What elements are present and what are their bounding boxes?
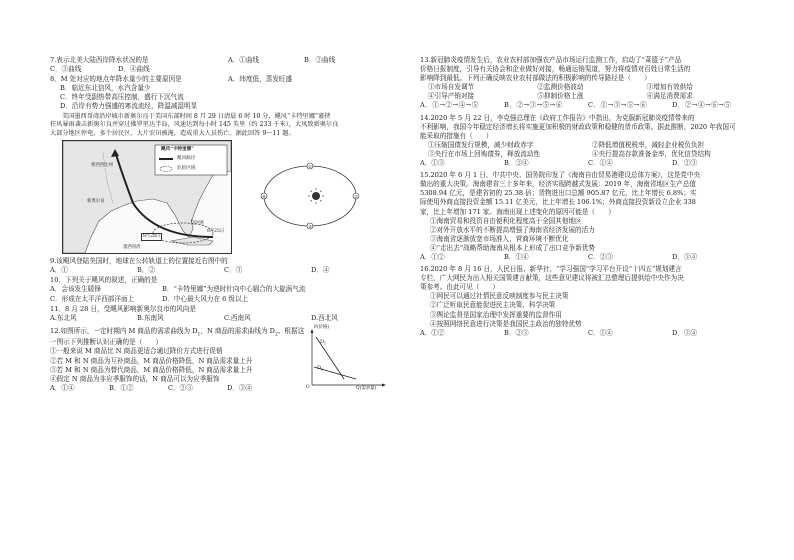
label-aug25: 8月25日 [207, 229, 225, 235]
q8-option-d: D．沿岸有势力强盛的寒流流经，降温减湿明显 [60, 102, 198, 111]
q16-option-a: A．①② [420, 328, 445, 337]
label-mississippi: 密西西比州 [91, 163, 113, 169]
question-11 [50, 305, 398, 323]
curve-d2-label: D [317, 364, 322, 371]
q10-option-d: D．中心最大风力在 6 级以上 [162, 294, 249, 303]
q13-items-row-1 [420, 83, 756, 92]
label-miami: 迈阿密 [191, 221, 205, 227]
passage-hurricane [50, 113, 398, 139]
q14-item-3: ③央行在市场上回购债券，释放流动性 [428, 149, 541, 158]
label-aug28: 8月28日 [141, 233, 162, 241]
q16-item-2: ②广泛听取民意能促进民主决策、科学决策 [430, 301, 556, 310]
q10-option-b: B．“卡特里娜”为逆时针向中心辐合的大旋涡气流 [162, 285, 306, 294]
question-12 [50, 324, 398, 393]
question-16 [420, 265, 756, 338]
q7-option-b: B．②曲线 [304, 56, 336, 64]
q7-options-row [50, 65, 398, 74]
q15-option-b: B．①④ [504, 252, 529, 261]
q13-item-2: ②监测价格波动 [537, 83, 584, 92]
q16-item-3: ③舆论监督是国家治理中发挥重要的监督作用 [430, 310, 562, 319]
q15-item-2: ②对外开放水平的不断提高增强了海南省经济发展的活力 [430, 225, 595, 234]
q15-stem-5: 家，比上年增加 171 家。海南出现上述变化的原因可能是（ ） [420, 207, 615, 216]
q14-stem-2: 不利影响，我国今年稳定经济增长将实施更加积极的财政政策和稳健的货币政策。据此推断，2020 年我国可 [420, 122, 736, 131]
q9-option-d: D．④ [311, 266, 330, 275]
q12-option-c: C．②③ [168, 383, 193, 392]
position-4-label: ④ [262, 194, 266, 200]
position-1-label: ① [308, 164, 312, 170]
q13-item-5: ⑤抑制价格上涨 [537, 92, 584, 101]
q14-options [420, 159, 756, 168]
legend-item-danger: 危险区域 [177, 166, 196, 172]
q12-option-b: B．①② [109, 383, 134, 392]
q14-item-2: ②降低增值税税率，减轻企业税负负担 [592, 140, 705, 149]
q15-stem-4: 际使用外商直接投资金额 15.11 亿美元，比上年增长 106.1%；外商直接投资新设立企业 338 [420, 198, 696, 207]
q9-options [50, 266, 398, 275]
q12-item-3: ③若 M 和 N 商品为替代商品，M 商品价格降低，N 商品需求量上升 [50, 365, 253, 374]
q13-item-4: ④引导产销对接 [428, 92, 475, 101]
q13-stem-2: 价格日报制度，引导有关协会和企业做好对接，畅通运销渠道，努力将疫情对百姓日常生活的 [420, 65, 691, 74]
passage-line-3: 大部分地区停电，多个居民区、大片农田被淹，造成重大人员伤亡。据此回答 9～11 题。 [50, 129, 295, 137]
question-10 [50, 276, 398, 303]
question-15 [420, 171, 756, 262]
q14-option-d: D．②③ [672, 159, 698, 168]
q7-option-a: A．①曲线 [228, 56, 260, 64]
hurricane-map [62, 140, 232, 254]
legend-item-path: 飓风路径 [177, 156, 196, 162]
figure-row [62, 140, 398, 254]
q15-stem-3: 5308.94 亿元，是建省初的 25.38 倍；货物进出口总额 905.87 亿元，比上年增长 6.8%；实 [420, 189, 697, 198]
q14-items-row-1 [420, 141, 756, 150]
q15-item-4: ④“走出去”战略帮助海南从根本上形成了出口竞争新优势 [430, 243, 595, 252]
q7-option-c: C．③曲线 [50, 65, 82, 74]
q16-item-1: ①网民可以通过社情民意反映制度参与民主决策 [430, 292, 569, 301]
q11-option-a: A.东北风 [50, 313, 77, 322]
q16-option-b: B．②③ [504, 328, 529, 337]
passage-line-2: 狂风暴雨袭击新奥尔良并穿过佛罗里达半岛，风速达到每小时 145 英里（约 233 千米），大风致新奥尔良 [50, 121, 339, 129]
x-axis-arrow [382, 383, 386, 386]
q7-stem: 7.表示北美大陆西岸降水状况的是 [50, 56, 149, 64]
label-new-orleans: 新奥尔良 [87, 199, 105, 205]
q16-options [420, 329, 756, 338]
q10-option-a: A．会该发生暖锋 [50, 285, 101, 294]
cuba-island [171, 237, 213, 245]
q14-stem-1: 14.2020 年 5 月 22 日，李克强总理在《政府工作报告》中指出，为克服新冠肺炎疫情带来的 [420, 113, 695, 122]
q15-stem-1: 15.2020 年 6 月 1 日，中共中央、国务院印发了《海南自由贸易港建设总体方案》，这是党中央 [420, 171, 701, 180]
question-13 [420, 56, 756, 111]
label-gulf: 墨西哥湾 [123, 245, 141, 251]
q14-option-c: C．①④ [588, 159, 613, 168]
orbit-svg [258, 140, 362, 244]
q9-option-a: A．① [50, 266, 68, 275]
q8-option-c: C．终年受副热带高压控制，盛行下沉气流 [60, 93, 184, 102]
q13-item-1: ①市场自发调节 [428, 83, 475, 92]
svg-text:2: 2 [321, 367, 324, 372]
chart-ylabel: P(价格) [314, 324, 330, 330]
q9-option-b: B．② [137, 266, 156, 275]
curve-d1-label: D [320, 338, 325, 345]
q12-item-1: ①一般来说 M 商品比 N 商品更适合通过降价方式进行促销 [50, 347, 223, 356]
q12-stem: 12.如图所示，一定时期内 M 商品的需求曲线为 $D_1$，N 商品的需求曲线为 $D_2$。根据这一图示下列推断认识正确的是（ ） [50, 326, 305, 347]
q8-option-b: B．临近东北信风，水汽含量少 [60, 84, 151, 93]
right-column [420, 56, 756, 339]
question-14 [420, 114, 756, 169]
q15-item-1: ①海南贸易和投资自由便利化程度高于全国其他地区 [430, 216, 582, 225]
q8-option-a: A．纬度低，蒸发旺盛 [228, 75, 293, 84]
q10-options-row-1 [50, 285, 398, 294]
q16-stem-3: 策参考。由此可见（ ） [420, 283, 500, 292]
q13-options [420, 101, 756, 110]
q15-option-a: A．①② [420, 252, 445, 261]
q11-option-d: D.西北风 [311, 313, 338, 322]
q12-option-a: A．①④ [50, 383, 75, 392]
q16-stem-1: 16.2020 年 8 月 16 日，人民日报、新华社、“学习强国”学习平台开设“十四五”规划建言 [420, 265, 682, 274]
chart-origin: O [306, 384, 310, 390]
q11-options [50, 314, 398, 323]
q15-option-c: C．②③ [588, 252, 613, 261]
question-9 [50, 257, 398, 275]
q15-option-d: D．③④ [672, 252, 698, 261]
q10-stem: 10．下列关于飓风的叙述，正确的是 [50, 276, 158, 285]
q13-item-6: ⑥满足消费需求 [646, 92, 693, 101]
q14-stem-3: 能采取的措施有（ ） [420, 131, 493, 140]
q14-item-4: ④央行提高存款准备金率，优化信贷结构 [592, 149, 711, 158]
q13-option-a: A．①→②→④→⑤ [420, 101, 479, 110]
q12-item-2: ②若 M 和 N 商品为互补商品，M 商品价格降低，N 商品需求量上升 [50, 356, 253, 365]
position-3-label: ③ [308, 224, 312, 230]
chart-xlabel: Q(需求量) [356, 385, 377, 391]
q12-item-4: ④假定 N 商品为非应季服饰的话，N 商品可以为应季服饰 [50, 374, 220, 383]
q11-option-b: B.东南风 [137, 313, 164, 322]
q8-stem: 8．M 处对应的地点年降水量少的主要原因是 [50, 75, 182, 84]
sun-icon [312, 192, 320, 200]
legend-title: 飓风“卡特里娜” [161, 147, 194, 153]
q14-option-b: B．②④ [504, 159, 529, 168]
q11-option-c: C.西南风 [224, 313, 251, 322]
q16-option-d: D．③④ [672, 328, 698, 337]
q15-options [420, 253, 756, 262]
q14-option-a: A．①③ [420, 159, 445, 168]
q15-item-3: ③海南省逐渐放宽市场准入，营商环境不断优化 [430, 234, 569, 243]
q13-option-d: D．②→④→⑥→⑤ [672, 101, 732, 110]
question-7 [50, 56, 398, 74]
question-8 [50, 75, 398, 111]
q16-item-4: ④按照网络民意进行决策是我国民主政治的独特优势 [430, 319, 582, 328]
q12-option-d: D．③④ [227, 383, 253, 392]
demand-curve-svg [304, 324, 388, 393]
q13-option-b: B．②→③→⑤→⑥ [504, 101, 563, 110]
q14-item-1: ①压缩国债发行规模，减少财政赤字 [428, 140, 534, 149]
passage-line-1: 美国墨西哥湾沿岸城市新奥尔良于美国东部时间 8 月 29 日清晨 6 时 10 分，飓风“卡特里娜”裹挟 [62, 112, 331, 120]
q13-item-3: ③增加有效供给 [646, 83, 693, 92]
q11-stem: 11．8 月 28 日，受飓风影响新奥尔良市的风向是 [50, 304, 196, 313]
q16-stem-2: 专栏，广大网民为出入相关国策建言献策，这些意见建议将被汇总整理后提供给中央作为决 [420, 274, 684, 283]
q15-stem-2: 做出的重大决策。海南建省三十多年来，经济实现跨越式发展：2019 年，海南省地区生产总值 [420, 180, 697, 189]
q10-options-row-2 [50, 295, 398, 304]
q14-items-row-2 [420, 150, 756, 159]
q13-stem-1: 13.新冠肺炎疫情发生后，农业农村部加强农产品市场运行监测工作，启动了“菜篮子”产品 [420, 56, 682, 64]
q16-option-c: C．①④ [588, 328, 613, 337]
q12-options [50, 384, 286, 393]
q10-option-c: C．形成在太平洋西部洋面上 [50, 294, 135, 303]
q13-option-c: C．①→③→⑤→⑥ [588, 101, 648, 110]
left-column [50, 56, 398, 394]
q13-stem-3: 影响降到最低。下列正确反映农业农村部做法的积极影响的传导路径是（ ） [420, 74, 651, 83]
q9-stem: 9.该飓风登陆美国时，地球在公转轨道上的位置接近右图中的 [50, 257, 228, 266]
q9-option-c: C．③ [224, 266, 243, 275]
svg-text:1: 1 [324, 341, 327, 346]
position-2-label: ② [354, 194, 358, 200]
orbit-diagram [258, 140, 362, 244]
demand-curve-chart [304, 324, 388, 393]
q7-option-d: D．④曲线 [118, 65, 150, 74]
